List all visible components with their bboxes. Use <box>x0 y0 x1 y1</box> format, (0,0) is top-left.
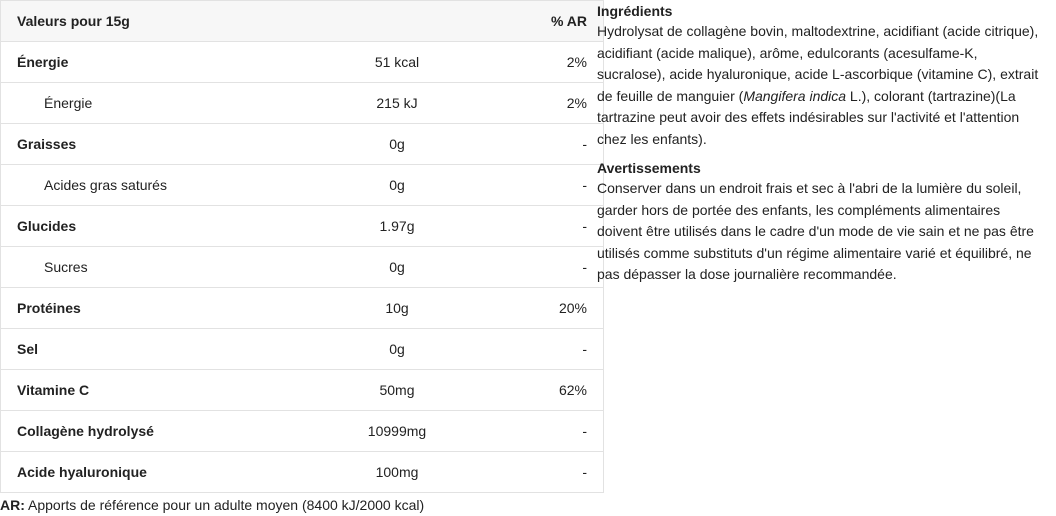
nutrient-name: Graisses <box>1 124 268 165</box>
nutrient-reference-intake: 2% <box>527 83 604 124</box>
nutrient-reference-intake: 20% <box>527 288 604 329</box>
nutrient-name: Acide hyaluronique <box>1 452 268 493</box>
nutrient-amount: 0g <box>267 165 527 206</box>
nutrient-reference-intake: - <box>527 165 604 206</box>
nutrient-name: Collagène hydrolysé <box>1 411 268 452</box>
ingredients-text-part: L.), colorant (tartrazine)(La tartrazine peut avoir des effets indésirables sur l'activité et l'attention chez les enfants). <box>597 87 1020 147</box>
nutrient-reference-intake: - <box>527 452 604 493</box>
table-row <box>1 288 604 329</box>
nutrient-amount: 10999mg <box>267 411 527 452</box>
nutrient-amount: 50mg <box>267 370 527 411</box>
table-row <box>1 165 604 206</box>
table-row <box>1 83 604 124</box>
ingredients-section <box>597 2 1049 150</box>
nutrient-reference-intake: - <box>527 411 604 452</box>
nutrient-name: Glucides <box>1 206 268 247</box>
nutrient-name: Sel <box>1 329 268 370</box>
table-row <box>1 329 604 370</box>
nutrient-reference-intake: - <box>527 124 604 165</box>
nutrient-amount: 1.97g <box>267 206 527 247</box>
warnings-text: Conserver dans un endroit frais et sec à l'abri de la lumière du soleil, garder hors de portée des enfants, les compléments alimentaires doivent être utilisés dans le cadre d'un mode de vie sain et ne pas être utilisés comme substituts d'un régime alimentaire varié et équilibré, ne pas dépasser la dose journalière recommandée. <box>597 180 1034 282</box>
ingredients-latin-name: Mangifera indica <box>743 87 847 104</box>
product-info <box>597 2 1049 286</box>
table-row <box>1 452 604 493</box>
nutrient-reference-intake: 2% <box>527 42 604 83</box>
nutrient-amount: 51 kcal <box>267 42 527 83</box>
table-header-row <box>1 1 604 42</box>
table-row <box>1 206 604 247</box>
nutrient-name: Acides gras saturés <box>1 165 268 206</box>
warnings-section <box>597 159 1049 286</box>
footnote-label: AR: <box>0 497 25 513</box>
nutrient-reference-intake: - <box>527 247 604 288</box>
nutrient-amount: 0g <box>267 329 527 370</box>
nutrient-name: Sucres <box>1 247 268 288</box>
ingredients-heading: Ingrédients <box>597 3 673 19</box>
table-row <box>1 370 604 411</box>
nutrient-reference-intake: - <box>527 329 604 370</box>
nutrient-amount: 0g <box>267 247 527 288</box>
footnote-text: Apports de référence pour un adulte moyen (8400 kJ/2000 kcal) <box>24 497 425 513</box>
nutrient-amount: 100mg <box>267 452 527 493</box>
ingredients-text <box>597 21 1049 150</box>
warnings-heading: Avertissements <box>597 160 701 176</box>
nutrient-name: Vitamine C <box>1 370 268 411</box>
header-amount <box>267 1 527 42</box>
nutrition-table-body <box>1 42 604 493</box>
table-row <box>1 124 604 165</box>
table-row <box>1 42 604 83</box>
nutrient-name: Protéines <box>1 288 268 329</box>
nutrient-name: Énergie <box>1 83 268 124</box>
header-reference-intake: % AR <box>527 1 604 42</box>
nutrient-amount: 10g <box>267 288 527 329</box>
reference-intake-footnote <box>0 496 424 514</box>
table-row <box>1 411 604 452</box>
header-values-per-serving: Valeurs pour 15g <box>1 1 268 42</box>
nutrient-name: Énergie <box>1 42 268 83</box>
nutrient-reference-intake: - <box>527 206 604 247</box>
table-row <box>1 247 604 288</box>
nutrient-amount: 0g <box>267 124 527 165</box>
nutrient-reference-intake: 62% <box>527 370 604 411</box>
nutrient-amount: 215 kJ <box>267 83 527 124</box>
ingredients-text-part: Hydrolysat de collagène bovin, maltodextrine, acidifiant (acide citrique), acidifiant (acide malique), arôme, edulcorants (acesulfame-K, sucralose), acide hyaluronique, acide L-ascorbique (vitamine C), extrait de feuille de manguier ( <box>597 23 1039 104</box>
